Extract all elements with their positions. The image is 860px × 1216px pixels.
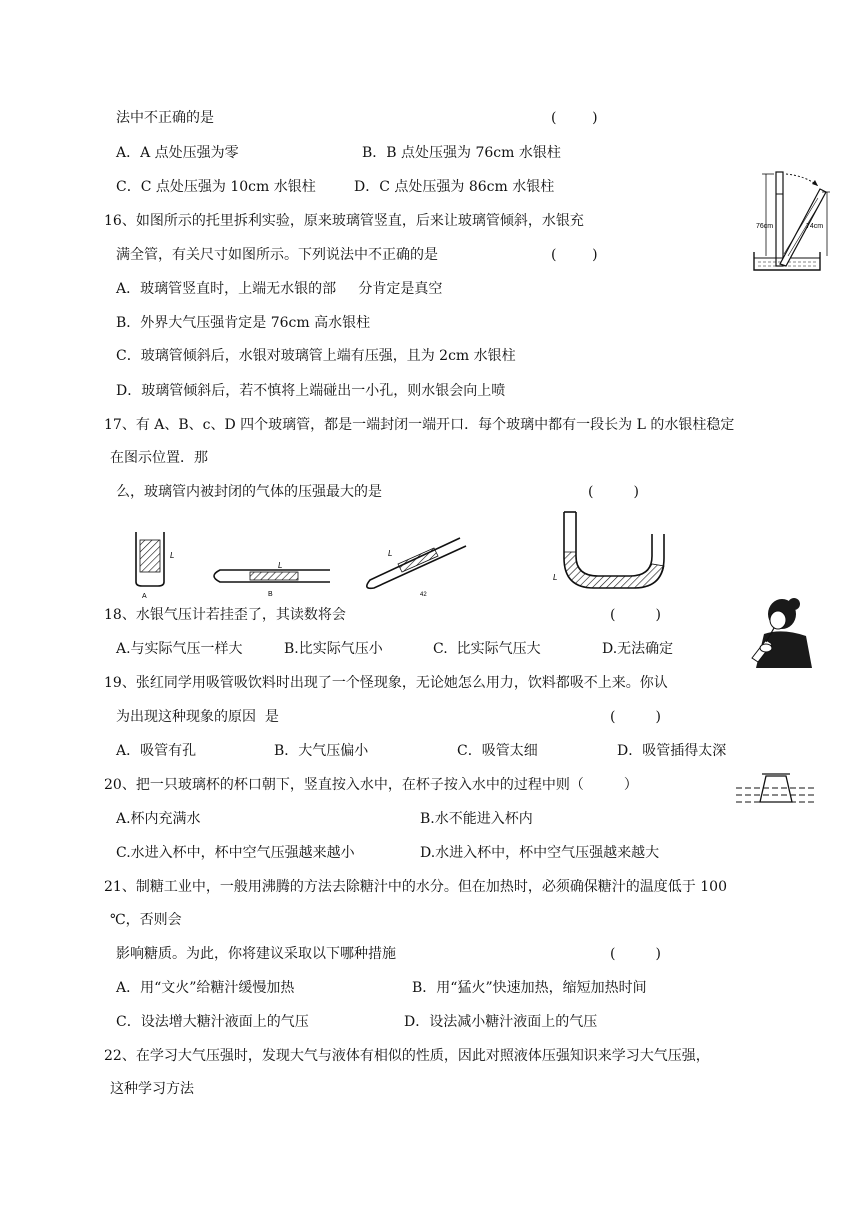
girl-drinking-figure — [746, 594, 816, 670]
four-tubes-figure — [120, 508, 700, 600]
q19-stem-line2: 为出现这种现象的原因 是 — [116, 709, 279, 725]
q15-stem-tail: 法中不正确的是 — [116, 110, 214, 126]
q18-option-b: B.比实际气压小 — [284, 641, 383, 657]
q15-option-b: B．B 点处压强为 76cm 水银柱 — [362, 145, 561, 161]
q18-stem: 18、水银气压计若挂歪了，其读数将会 — [104, 607, 346, 623]
q18-option-c: C. 比实际气压大 — [433, 641, 541, 657]
q16-option-c: C．玻璃管倾斜后，水银对玻璃管上端有压强，且为 2cm 水银柱 — [116, 348, 516, 364]
q20-option-c: C.水进入杯中，杯中空气压强越来越小 — [116, 845, 355, 861]
q15-option-d: D．C 点处压强为 86cm 水银柱 — [354, 179, 555, 195]
q19-answer-paren: ( ) — [610, 709, 661, 725]
tube-b-l-label: L — [278, 561, 283, 570]
q21-stem-line2: ℃，否则会 — [110, 912, 182, 928]
cup-in-water-figure — [734, 770, 818, 810]
q16-option-b: B．外界大气压强肯定是 76cm 高水银柱 — [116, 315, 371, 331]
q16-stem-line2: 满全管，有关尺寸如图所示。下列说法中不正确的是 — [116, 247, 438, 263]
tube-c-label: 42 — [420, 592, 427, 598]
q21-stem-line3: 影响糖质。为此，你将建议采取以下哪种措施 — [116, 946, 396, 962]
q15-option-a: A．A 点处压强为零 — [116, 145, 239, 161]
q19-option-a: A．吸管有孔 — [116, 743, 197, 759]
tube-c-l-label: L — [388, 549, 393, 558]
q16-option-d: D．玻璃管倾斜后，若不慎将上端碰出一小孔，则水银会向上喷 — [116, 383, 506, 399]
q21-answer-paren: ( ) — [610, 946, 661, 962]
q22-stem-line2: 这种学习方法 — [110, 1081, 194, 1097]
q17-stem-line1: 17、有 A、B、c、D 四个玻璃管，都是一端封闭一端开口．每个玻璃中都有一段长为 L 的水银柱稳定 — [104, 417, 735, 433]
q19-option-d: D．吸管插得太深 — [617, 743, 727, 759]
q22-stem-line1: 22、在学习大气压强时，发现大气与液体有相似的性质，因此对照液体压强知识来学习大气压强， — [104, 1048, 710, 1064]
q21-option-d: D．设法减小糖汁液面上的气压 — [404, 1014, 598, 1030]
q18-option-d: D.无法确定 — [602, 641, 674, 657]
q18-answer-paren: ( ) — [610, 607, 661, 623]
q21-option-b: B．用“猛火”快速加热，缩短加热时间 — [412, 980, 647, 996]
q20-stem: 20、把一只玻璃杯的杯口朝下，竖直按入水中，在杯子按入水中的过程中则（ ） — [104, 777, 638, 793]
q18-option-a: A.与实际气压一样大 — [116, 641, 243, 657]
q20-option-d: D.水进入杯中，杯中空气压强越来越大 — [420, 845, 660, 861]
q20-option-a: A.杯内充满水 — [116, 811, 201, 827]
q19-stem-line1: 19、张红同学用吸管吸饮料时出现了一个怪现象，无论她怎么用力，饮料都吸不上来。你认 — [104, 675, 668, 691]
torricelli-figure — [744, 164, 830, 276]
tube-b-label: B — [268, 591, 273, 598]
q15-answer-paren: ( ) — [551, 110, 598, 126]
q19-option-c: C．吸管太细 — [457, 743, 538, 759]
q15-option-c: C．C 点处压强为 10cm 水银柱 — [116, 179, 316, 195]
q17-answer-paren: ( ) — [588, 484, 639, 500]
q16-option-a: A．玻璃管竖直时，上端无水银的部 分肯定是真空 — [116, 281, 443, 297]
q17-stem-line2: 在图示位置．那 — [110, 450, 208, 466]
q17-stem-line3: 么，玻璃管内被封闭的气体的压强最大的是 — [116, 484, 382, 500]
q21-option-c: C．设法增大糖汁液面上的气压 — [116, 1014, 309, 1030]
torricelli-left-label: 76cm — [756, 223, 774, 230]
q16-answer-paren: ( ) — [551, 247, 598, 263]
q21-option-a: A．用“文火”给糖汁缓慢加热 — [116, 980, 295, 996]
tube-d-l-label: L — [553, 573, 558, 582]
q20-option-b: B.水不能进入杯内 — [420, 811, 533, 827]
torricelli-right-label: 74cm — [806, 223, 824, 230]
q21-stem-line1: 21、制糖工业中，一般用沸腾的方法去除糖汁中的水分。但在加热时，必须确保糖汁的温度低于 100 — [104, 879, 727, 895]
tube-a-label: A — [142, 593, 147, 600]
q19-option-b: B．大气压偏小 — [274, 743, 369, 759]
q16-stem-line1: 16、如图所示的托里拆利实验，原来玻璃管竖直，后来让玻璃管倾斜，水银充 — [104, 213, 584, 229]
tube-a-l-label: L — [170, 551, 175, 560]
